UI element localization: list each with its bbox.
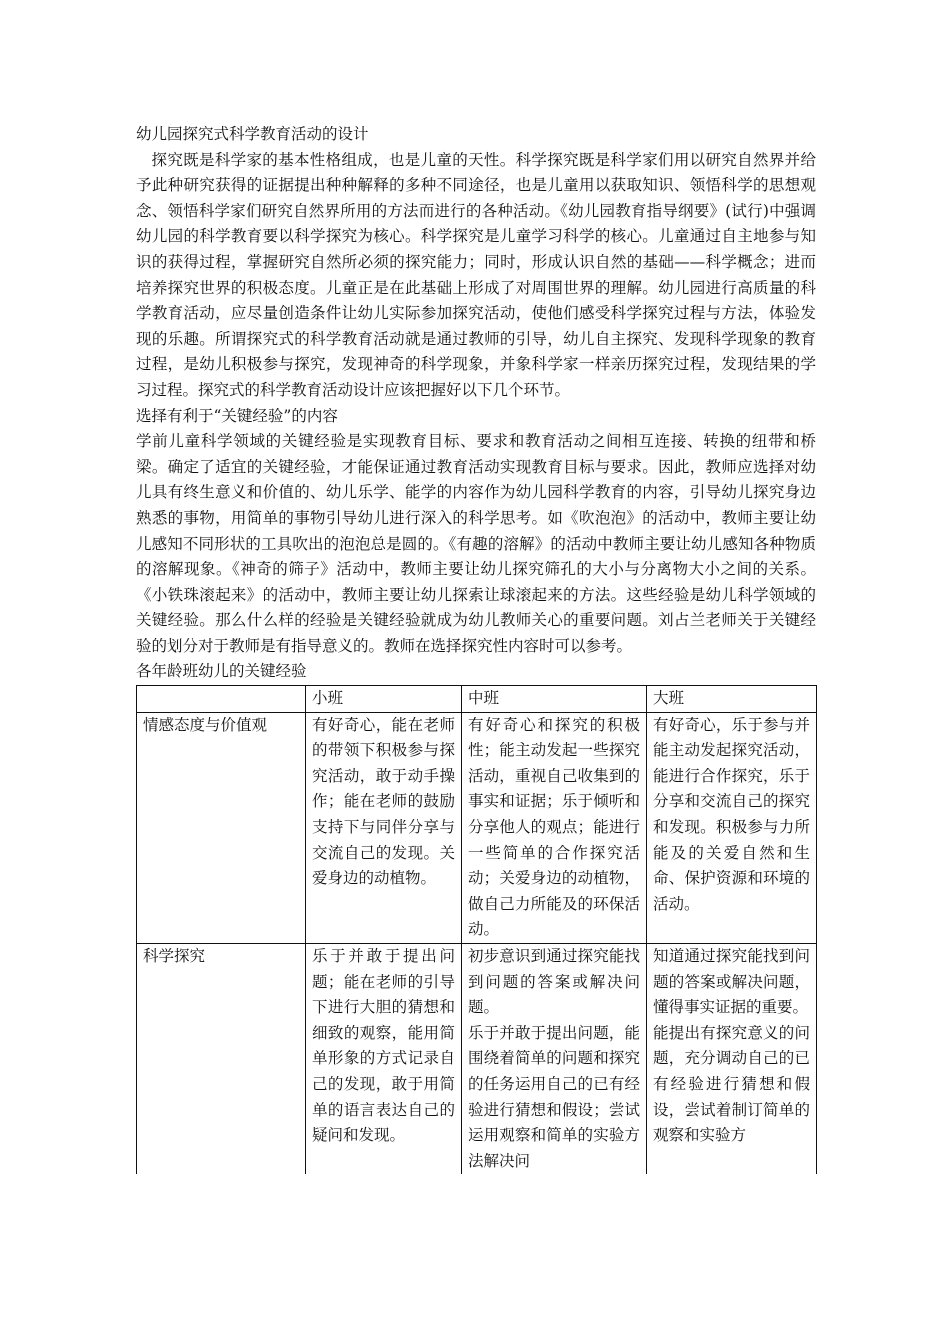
header-cell-small-class: 小班	[306, 686, 462, 713]
cell-inquiry-large	[647, 944, 817, 1175]
table-row	[137, 712, 817, 943]
cell-inquiry-middle-para-2: 乐于并敢于提出问题，能围绕着简单的问题和探究的任务运用自己的已有经验进行猜想和假设；尝试运用观察和简单的实验方法解决问	[468, 1023, 640, 1170]
cell-emotion-large: 有好奇心，乐于参与并能主动发起探究活动，能进行合作探究，乐于分享和交流自己的探究和发现。积极参与力所能及的关爱自然和生命、保护资源和环境的活动。	[647, 712, 817, 943]
cell-emotion-small: 有好奇心，能在老师的带领下积极参与探究活动，敢于动手操作；能在老师的鼓励支持下与同伴分享与交流自己的发现。关爱身边的动植物。	[306, 712, 462, 943]
key-experience-table	[136, 685, 817, 1174]
cell-inquiry-large-para-2: 能提出有探究意义的问题，充分调动自己的已有经验进行猜想和假设，尝试着制订简单的观察和实验方	[653, 1023, 810, 1145]
section-heading: 选择有利于“关键经验”的内容	[136, 406, 338, 425]
cell-emotion-middle: 有好奇心和探究的积极性；能主动发起一些探究活动，重视自己收集到的事实和证据；乐于倾听和分享他人的观点；能进行一些简单的合作探究活动；关爱身边的动植物，做自己力所能及的环保活动。	[462, 712, 647, 943]
document-page	[136, 122, 816, 1174]
header-cell-empty	[137, 686, 306, 713]
cell-inquiry-middle	[462, 944, 647, 1175]
header-cell-middle-class: 中班	[462, 686, 647, 713]
document-title: 幼儿园探究式科学教育活动的设计	[136, 125, 369, 143]
row-label-inquiry: 科学探究	[137, 944, 306, 1175]
section-paragraph: 学前儿童科学领域的关键经验是实现教育目标、要求和教育活动之间相互连接、转换的纽带和桥梁。确定了适宜的关键经验，才能保证通过教育活动实现教育目标与要求。因此，教师应选择对幼儿具有终生意义和价值的、幼儿乐学、能学的内容作为幼儿园科学教育的内容，引导幼儿探究身边熟悉的事物，用简单的事物引导幼儿进行深入的科学思考。如《吹泡泡》的活动中，教师主要让幼儿感知不同形状的工具吹出的泡泡总是圆的。《有趣的溶解》的活动中教师主要让幼儿感知各种物质的溶解现象。《神奇的筛子》活动中，教师主要让幼儿探究筛孔的大小与分离物大小之间的关系。《小铁珠滚起来》的活动中，教师主要让幼儿探索让球滚起来的方法。这些经验是幼儿科学领域的关键经验。那么什么样的经验是关键经验就成为幼儿教师关心的重要问题。刘占兰老师关于关键经验的划分对于教师是有指导意义的。教师在选择探究性内容时可以参考。	[136, 432, 816, 655]
header-cell-large-class: 大班	[647, 686, 817, 713]
cell-inquiry-large-para-1: 知道通过探究能找到问题的答案或解决问题，懂得事实证据的重要。	[653, 947, 810, 1017]
table-caption: 各年龄班幼儿的关键经验	[136, 662, 307, 681]
cell-inquiry-small: 乐于并敢于提出问题；能在老师的引导下进行大胆的猜想和细致的观察，能用简单形象的方式记录自己的发现，敢于用简单的语言表达自己的疑问和发现。	[306, 944, 462, 1175]
cell-inquiry-middle-para-1: 初步意识到通过探究能找到问题的答案或解决问题。	[468, 947, 640, 1017]
row-label-emotion: 情感态度与价值观	[137, 712, 306, 943]
table-row	[137, 944, 817, 1175]
intro-paragraph: 探究既是科学家的基本性格组成，也是儿童的天性。科学探究既是科学家们用以研究自然界并给予此种研究获得的证据提出种种解释的多种不同途径，也是儿童用以获取知识、领悟科学的思想观念、领悟科学家们研究自然界所用的方法而进行的各种活动。《幼儿园教育指导纲要》(试行)中强调幼儿园的科学教育要以科学探究为核心。科学探究是儿童学习科学的核心。儿童通过自主地参与知识的获得过程，掌握研究自然所必须的探究能力；同时，形成认识自然的基础——科学概念；进而培养探究世界的积极态度。儿童正是在此基础上形成了对周围世界的理解。幼儿园进行高质量的科学教育活动，应尽量创造条件让幼儿实际参加探究活动，使他们感受科学探究过程与方法，体验发现的乐趣。所谓探究式的科学教育活动就是通过教师的引导，幼儿自主探究、发现科学现象的教育过程，是幼儿积极参与探究，发现神奇的科学现象，并象科学家一样亲历探究过程，发现结果的学习过程。探究式的科学教育活动设计应该把握好以下几个环节。	[136, 150, 816, 399]
table-header-row	[137, 686, 817, 713]
